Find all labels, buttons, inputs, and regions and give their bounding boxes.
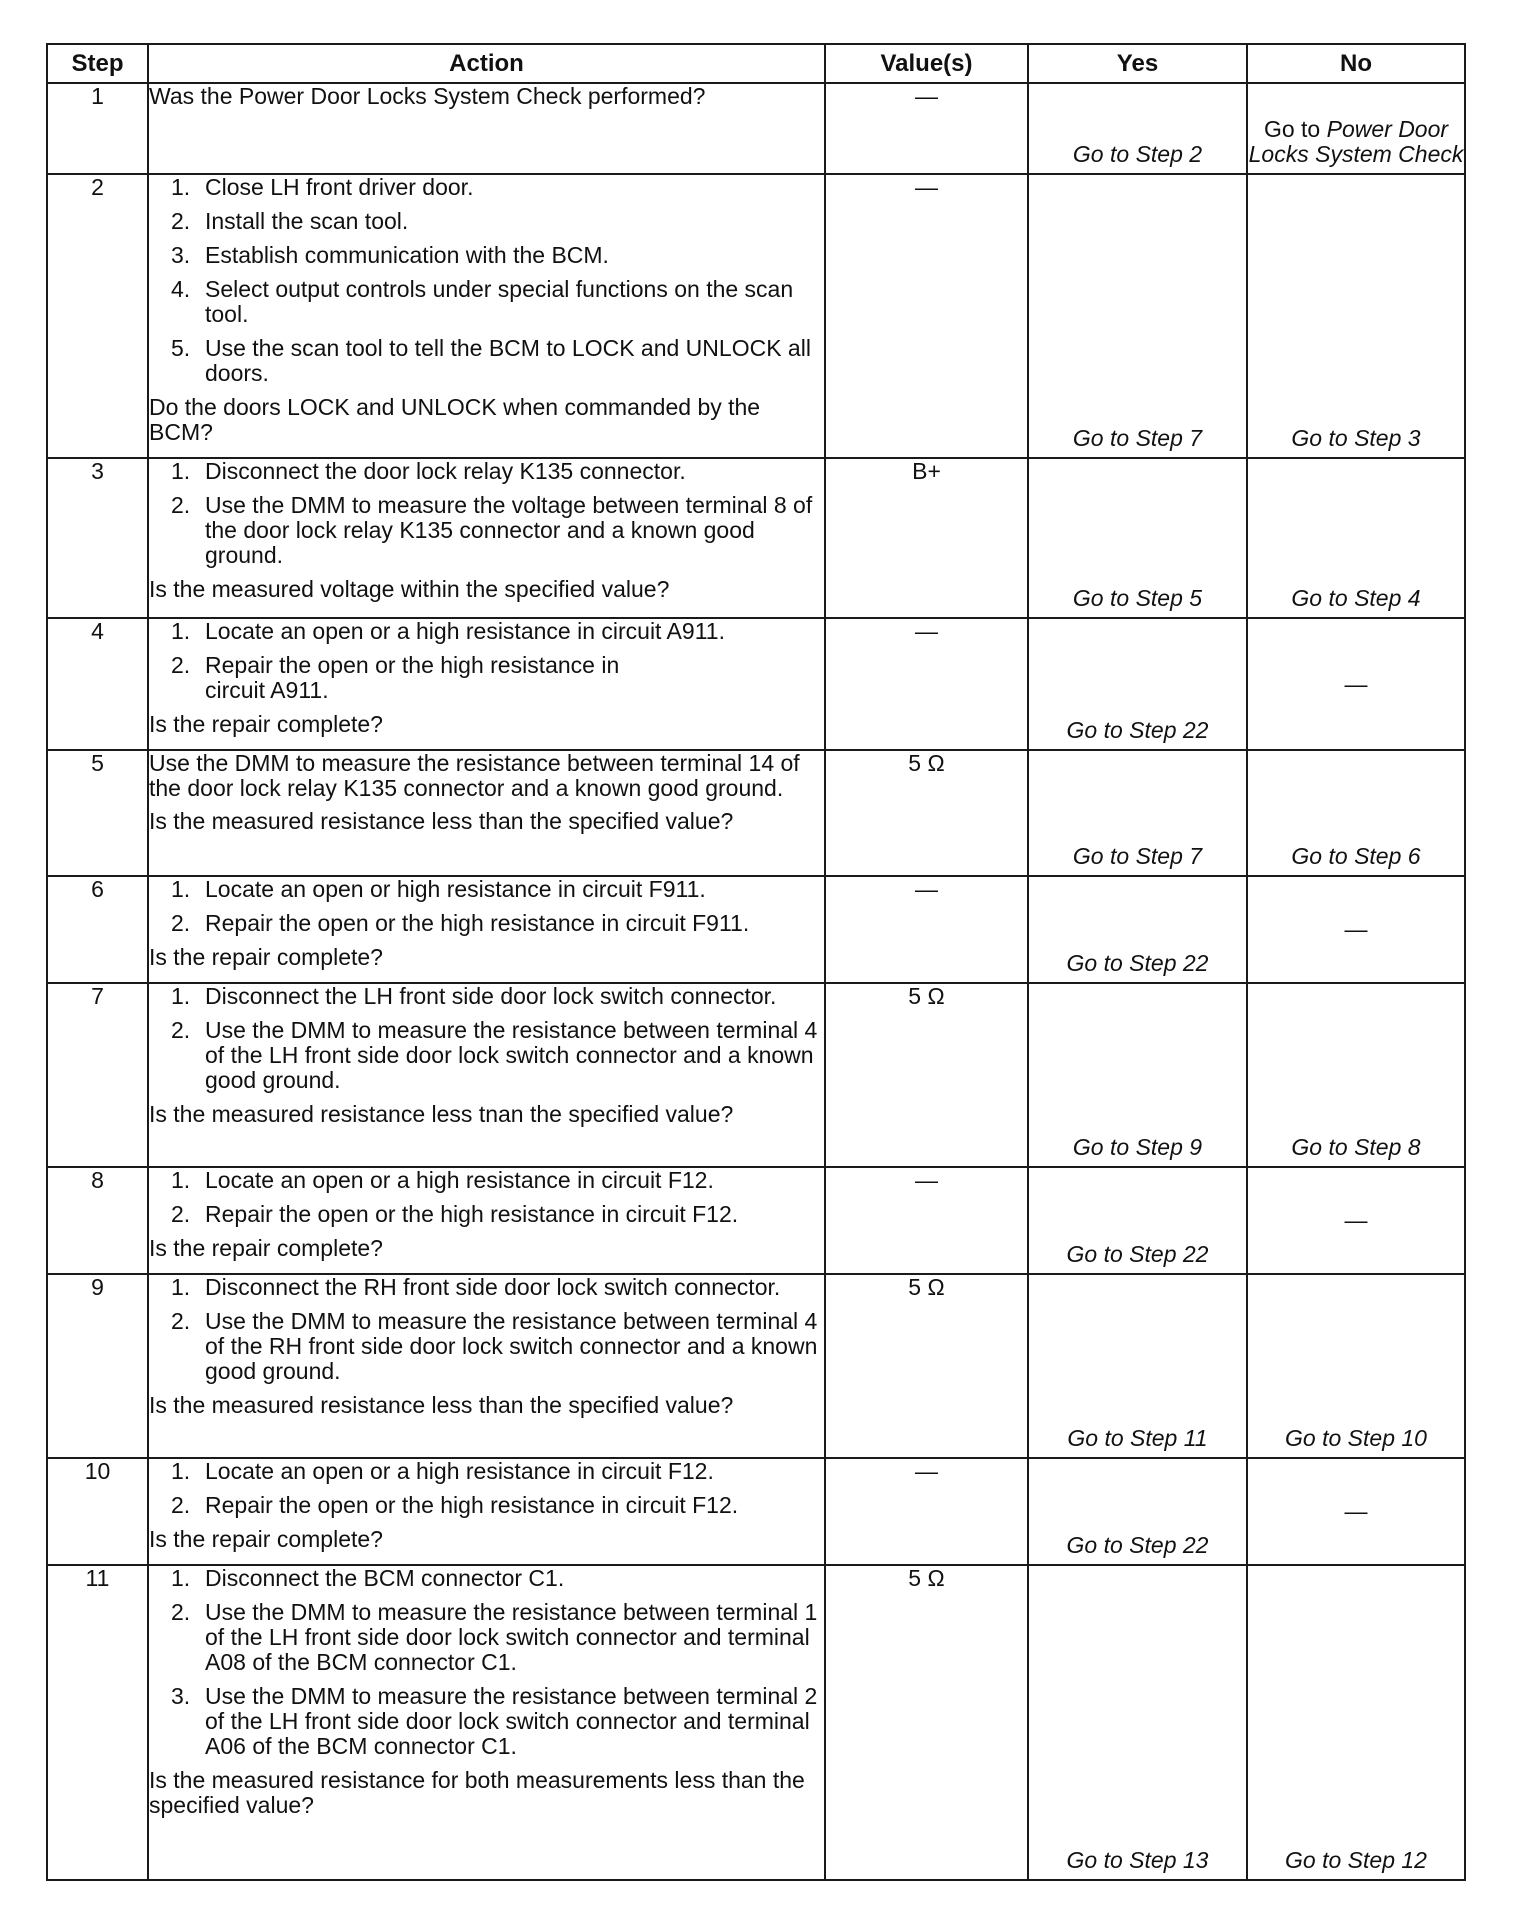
action-question: Is the measured voltage within the specified value? bbox=[149, 576, 670, 602]
no-value: — bbox=[1344, 1498, 1368, 1524]
list-item: 2. Repair the open or the high resistance in circuit A911. bbox=[171, 652, 620, 703]
table-row bbox=[47, 1565, 1465, 1880]
no-cell bbox=[1247, 174, 1465, 458]
no-cell bbox=[1247, 458, 1465, 618]
action-question: Is the repair complete? bbox=[149, 1235, 383, 1261]
yes-link[interactable]: Go to Step 11 bbox=[1067, 1425, 1208, 1451]
list-item: 1. Locate an open or a high resistance in circuit A911. bbox=[171, 618, 725, 644]
no-cell bbox=[1247, 1565, 1465, 1880]
list-item: 1. Disconnect the door lock relay K135 connector. bbox=[171, 458, 686, 484]
action-question: Is the repair complete? bbox=[149, 944, 383, 970]
action-cell bbox=[148, 618, 825, 750]
yes-link[interactable]: Go to Step 7 bbox=[1072, 425, 1203, 451]
no-cell bbox=[1247, 876, 1465, 983]
action-question: Is the measured resistance for both measurements less than the specified value? bbox=[149, 1767, 805, 1818]
no-link[interactable]: Go to Step 10 bbox=[1285, 1425, 1427, 1451]
list-item: 4. Select output controls under special functions on the scan tool. bbox=[171, 276, 794, 327]
list-item: 2. Repair the open or the high resistance in circuit F911. bbox=[171, 910, 750, 936]
action-list bbox=[149, 175, 824, 386]
table-row bbox=[47, 1167, 1465, 1274]
list-item: 2. Use the DMM to measure the voltage between terminal 8 of the door lock relay K135 connector and a known good ground. bbox=[171, 492, 813, 568]
action-intro: Use the DMM to measure the resistance between terminal 14 of the door lock relay K135 connector and a known good ground. bbox=[149, 750, 800, 801]
yes-cell bbox=[1028, 458, 1247, 618]
list-item: 2. Use the DMM to measure the resistance between terminal 1 of the LH front side door lock switch connector and terminal A08 of the BCM connector C1. bbox=[171, 1599, 818, 1675]
table-row bbox=[47, 1458, 1465, 1565]
yes-cell bbox=[1028, 750, 1247, 876]
no-cell bbox=[1247, 1458, 1465, 1565]
no-cell bbox=[1247, 1167, 1465, 1274]
no-value: — bbox=[1344, 1207, 1368, 1233]
no-prefix: Go to bbox=[1263, 116, 1327, 142]
action-list bbox=[149, 1459, 824, 1518]
value-cell: 5 Ω bbox=[825, 1274, 1028, 1458]
yes-cell bbox=[1028, 1458, 1247, 1565]
step-number: 7 bbox=[47, 983, 148, 1167]
header-action: Action bbox=[148, 44, 825, 83]
action-question: Do the doors LOCK and UNLOCK when commanded by the BCM? bbox=[149, 394, 761, 445]
no-link[interactable]: Go to Step 6 bbox=[1291, 843, 1421, 869]
list-item: 2. Use the DMM to measure the resistance between terminal 4 of the RH front side door lock switch connector and a known good ground. bbox=[171, 1308, 818, 1384]
action-cell bbox=[148, 1458, 825, 1565]
value-cell: 5 Ω bbox=[825, 983, 1028, 1167]
list-item: 1. Disconnect the LH front side door lock switch connector. bbox=[171, 983, 777, 1009]
action-question: Is the measured resistance less tnan the specified value? bbox=[149, 1101, 734, 1127]
yes-link[interactable]: Go to Step 9 bbox=[1072, 1134, 1203, 1160]
list-item: 1. Disconnect the RH front side door lock switch connector. bbox=[171, 1274, 781, 1300]
action-cell bbox=[148, 876, 825, 983]
action-list bbox=[149, 984, 824, 1093]
action-cell bbox=[148, 174, 825, 458]
action-cell bbox=[148, 983, 825, 1167]
yes-cell bbox=[1028, 174, 1247, 458]
value-cell: — bbox=[825, 1167, 1028, 1274]
header-step: Step bbox=[47, 44, 148, 83]
table-row bbox=[47, 174, 1465, 458]
table-row bbox=[47, 983, 1465, 1167]
no-link[interactable]: Go to Step 4 bbox=[1291, 585, 1421, 611]
action-list bbox=[149, 1275, 824, 1384]
list-item: 1. Locate an open or high resistance in circuit F911. bbox=[171, 876, 706, 902]
yes-link[interactable]: Go to Step 5 bbox=[1072, 585, 1203, 611]
list-item: 2. Install the scan tool. bbox=[171, 208, 409, 234]
yes-link[interactable]: Go to Step 22 bbox=[1066, 1532, 1209, 1558]
action-list bbox=[149, 619, 824, 703]
action-question: Is the measured resistance less than the specified value? bbox=[149, 1392, 734, 1418]
no-link[interactable]: Go to Step 12 bbox=[1285, 1847, 1427, 1873]
list-item: 5. Use the scan tool to tell the BCM to LOCK and UNLOCK all doors. bbox=[171, 335, 811, 386]
list-item: 3. Establish communication with the BCM. bbox=[171, 242, 609, 268]
action-cell bbox=[148, 1167, 825, 1274]
list-item: 2. Use the DMM to measure the resistance between terminal 4 of the LH front side door lock switch connector and a known good ground. bbox=[171, 1017, 818, 1093]
header-row bbox=[47, 44, 1465, 83]
no-link[interactable]: Go to Step 3 bbox=[1291, 425, 1421, 451]
step-number: 2 bbox=[47, 174, 148, 458]
action-cell bbox=[148, 83, 825, 174]
no-cell bbox=[1247, 618, 1465, 750]
step-number: 5 bbox=[47, 750, 148, 876]
yes-cell bbox=[1028, 876, 1247, 983]
step-number: 4 bbox=[47, 618, 148, 750]
list-item: 1. Disconnect the BCM connector C1. bbox=[171, 1565, 565, 1591]
no-link[interactable]: Go to Step 8 bbox=[1291, 1134, 1421, 1160]
yes-link[interactable]: Go to Step 22 bbox=[1066, 950, 1209, 976]
list-item: 1. Locate an open or a high resistance in circuit F12. bbox=[171, 1167, 714, 1193]
list-item: 3. Use the DMM to measure the resistance between terminal 2 of the LH front side door lock switch connector and terminal A06 of the BCM connector C1. bbox=[171, 1683, 818, 1759]
no-value: — bbox=[1344, 670, 1368, 697]
value-cell: — bbox=[825, 83, 1028, 174]
step-number: 9 bbox=[47, 1274, 148, 1458]
value-cell: 5 Ω bbox=[825, 1565, 1028, 1880]
step-number: 10 bbox=[47, 1458, 148, 1565]
no-cell bbox=[1247, 1274, 1465, 1458]
list-item: 1. Locate an open or a high resistance in circuit F12. bbox=[171, 1458, 714, 1484]
action-cell bbox=[148, 750, 825, 876]
list-item: 2. Repair the open or the high resistance in circuit F12. bbox=[171, 1201, 739, 1227]
step-number: 6 bbox=[47, 876, 148, 983]
value-cell: 5 Ω bbox=[825, 750, 1028, 876]
table-row bbox=[47, 750, 1465, 876]
no-value: — bbox=[1344, 916, 1368, 942]
yes-cell bbox=[1028, 983, 1247, 1167]
action-list bbox=[149, 1168, 824, 1227]
action-list bbox=[149, 459, 824, 568]
table-row bbox=[47, 876, 1465, 983]
table-row bbox=[47, 458, 1465, 618]
yes-cell bbox=[1028, 83, 1247, 174]
value-cell: — bbox=[825, 876, 1028, 983]
value-cell: — bbox=[825, 174, 1028, 458]
no-link[interactable] bbox=[1248, 117, 1464, 167]
table-row bbox=[47, 1274, 1465, 1458]
action-question: Is the repair complete? bbox=[149, 711, 383, 737]
no-cell bbox=[1247, 983, 1465, 1167]
list-item: 2. Repair the open or the high resistance in circuit F12. bbox=[171, 1492, 739, 1518]
yes-cell bbox=[1028, 618, 1247, 750]
step-number: 1 bbox=[47, 83, 148, 174]
yes-link[interactable]: Go to Step 13 bbox=[1066, 1847, 1209, 1873]
yes-link[interactable]: Go to Step 7 bbox=[1072, 843, 1203, 869]
action-list bbox=[149, 877, 824, 936]
action-cell bbox=[148, 458, 825, 618]
list-item: 1. Close LH front driver door. bbox=[171, 174, 474, 200]
yes-link[interactable]: Go to Step 22 bbox=[1066, 1241, 1209, 1267]
step-number: 8 bbox=[47, 1167, 148, 1274]
action-question: Was the Power Door Locks System Check performed? bbox=[149, 83, 706, 109]
action-question: Is the repair complete? bbox=[149, 1526, 383, 1552]
diagnostic-table bbox=[46, 43, 1466, 1881]
yes-cell bbox=[1028, 1274, 1247, 1458]
yes-link[interactable]: Go to Step 2 bbox=[1072, 141, 1203, 167]
header-yes: Yes bbox=[1028, 44, 1247, 83]
value-cell: B+ bbox=[825, 458, 1028, 618]
no-link-text: Power Door Locks System Check bbox=[1248, 116, 1464, 167]
table-row bbox=[47, 83, 1465, 174]
step-number: 11 bbox=[47, 1565, 148, 1880]
yes-link[interactable]: Go to Step 22 bbox=[1066, 717, 1209, 743]
value-cell: — bbox=[825, 618, 1028, 750]
table-row bbox=[47, 618, 1465, 750]
action-cell bbox=[148, 1274, 825, 1458]
yes-cell bbox=[1028, 1565, 1247, 1880]
no-cell bbox=[1247, 83, 1465, 174]
action-cell bbox=[148, 1565, 825, 1880]
no-cell bbox=[1247, 750, 1465, 876]
header-values: Value(s) bbox=[825, 44, 1028, 83]
action-list bbox=[149, 1566, 824, 1759]
yes-cell bbox=[1028, 1167, 1247, 1274]
value-cell: — bbox=[825, 1458, 1028, 1565]
action-question: Is the measured resistance less than the specified value? bbox=[149, 808, 734, 834]
step-number: 3 bbox=[47, 458, 148, 618]
header-no: No bbox=[1247, 44, 1465, 83]
